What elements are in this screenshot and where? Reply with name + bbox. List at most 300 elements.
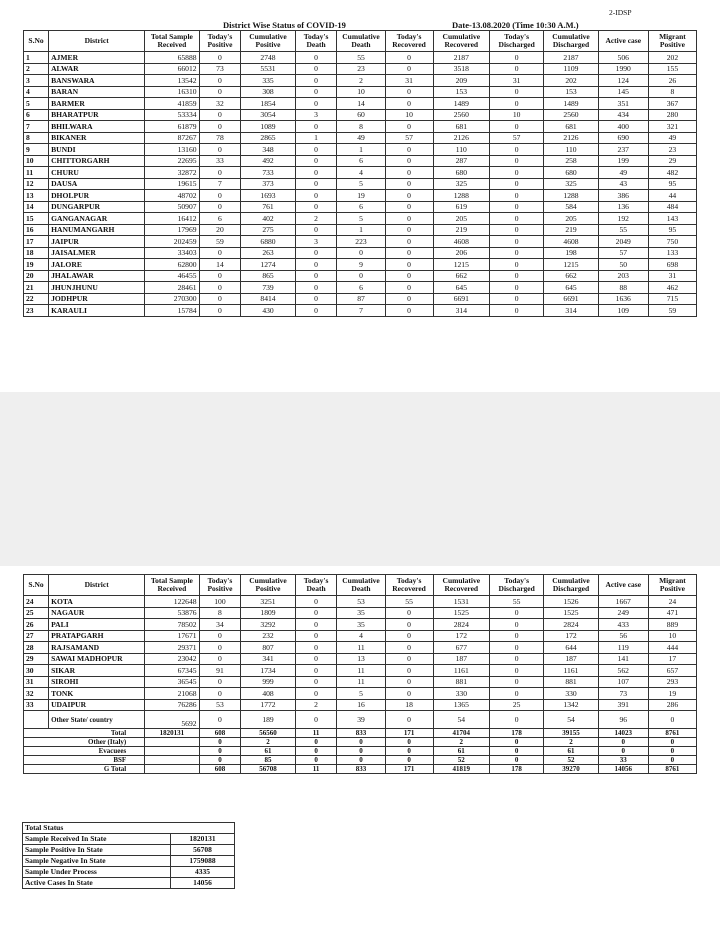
cell-today-death: 0: [295, 247, 337, 259]
cell-cumulative-discharged: 330: [544, 688, 598, 700]
cell-cumulative-recovered: 187: [433, 653, 489, 665]
cell-sno: 29: [24, 653, 49, 665]
cell-today-discharged: 0: [490, 155, 544, 167]
cell-cumulative-death: 60: [337, 109, 385, 121]
cell-today-positive: 0: [199, 282, 241, 294]
cell-cumulative-recovered: 52: [433, 756, 489, 765]
cell-district: JHUNJHUNU: [49, 282, 145, 294]
cell-active-case: 50: [598, 259, 648, 271]
district-row: [24, 596, 697, 608]
cell-today-discharged: 0: [490, 747, 544, 756]
cell-today-positive: 7: [199, 178, 241, 190]
cell-migrant-positive: 698: [648, 259, 696, 271]
cell-cumulative-death: 39: [337, 711, 385, 729]
cell-cumulative-discharged: 1489: [544, 98, 598, 110]
total-row-label: Other (Italy): [24, 738, 145, 747]
cell-cumulative-death: 23: [337, 63, 385, 75]
cell-migrant-positive: 0: [648, 756, 696, 765]
cell-district: BHILWARA: [49, 121, 145, 133]
cell-cumulative-positive: 2865: [241, 132, 295, 144]
cell-cumulative-recovered: 110: [433, 144, 489, 156]
cell-migrant-positive: 29: [648, 155, 696, 167]
cell-cumulative-recovered: 619: [433, 201, 489, 213]
cell-today-discharged: 0: [490, 293, 544, 305]
cell-migrant-positive: 462: [648, 282, 696, 294]
cell-today-discharged: 0: [490, 86, 544, 98]
cell-today-positive: 0: [199, 247, 241, 259]
cell-today-recovered: 0: [385, 259, 433, 271]
cell-district: SAWAI MADHOPUR: [49, 653, 145, 665]
cell-cumulative-positive: 1274: [241, 259, 295, 271]
cell-cumulative-death: 14: [337, 98, 385, 110]
cell-cumulative-recovered: 1365: [433, 699, 489, 711]
cell-cumulative-positive: 807: [241, 642, 295, 654]
cell-today-discharged: 55: [490, 596, 544, 608]
cell-district: CHURU: [49, 167, 145, 179]
cell-cumulative-positive: 1734: [241, 665, 295, 677]
district-row: [24, 642, 697, 654]
cell-active-case: 506: [598, 52, 648, 64]
cell-district: Other State/ country: [49, 711, 145, 729]
district-row: [24, 699, 697, 711]
cell-today-recovered: 0: [385, 270, 433, 282]
district-row: [24, 132, 697, 144]
cell-cumulative-recovered: 41704: [433, 729, 489, 738]
cell-cumulative-positive: 733: [241, 167, 295, 179]
cell-cumulative-recovered: 881: [433, 676, 489, 688]
cell-sno: 4: [24, 86, 49, 98]
cell-today-death: 11: [295, 729, 337, 738]
cell-cumulative-discharged: 1215: [544, 259, 598, 271]
cell-today-death: 0: [295, 293, 337, 305]
cell-sno: 10: [24, 155, 49, 167]
cell-today-death: 0: [295, 86, 337, 98]
cell-total-sample: 53334: [145, 109, 199, 121]
cell-cumulative-death: 55: [337, 52, 385, 64]
cell-total-sample: [145, 738, 199, 747]
cell-today-positive: 0: [199, 52, 241, 64]
cell-migrant-positive: 280: [648, 109, 696, 121]
cell-cumulative-discharged: 681: [544, 121, 598, 133]
cell-today-death: 0: [295, 63, 337, 75]
cell-cumulative-death: 9: [337, 259, 385, 271]
cell-cumulative-positive: 263: [241, 247, 295, 259]
cell-today-recovered: 0: [385, 676, 433, 688]
report-page-2: [0, 566, 720, 937]
cell-total-sample: 19615: [145, 178, 199, 190]
cell-cumulative-positive: 373: [241, 178, 295, 190]
other-state-row: [24, 711, 697, 729]
district-row: [24, 665, 697, 677]
cell-cumulative-death: 0: [337, 738, 385, 747]
cell-district: BUNDI: [49, 144, 145, 156]
cell-today-recovered: 0: [385, 642, 433, 654]
district-row: [24, 167, 697, 179]
cell-cumulative-discharged: 881: [544, 676, 598, 688]
cell-active-case: 386: [598, 190, 648, 202]
summary-label: Sample Received In State: [23, 834, 171, 845]
cell-cumulative-recovered: 1288: [433, 190, 489, 202]
cell-active-case: 145: [598, 86, 648, 98]
cell-cumulative-discharged: 205: [544, 213, 598, 225]
cell-cumulative-recovered: 1161: [433, 665, 489, 677]
cell-cumulative-death: 11: [337, 676, 385, 688]
cell-today-positive: 14: [199, 259, 241, 271]
cell-today-discharged: 0: [490, 201, 544, 213]
cell-cumulative-recovered: 1531: [433, 596, 489, 608]
cell-today-death: 0: [295, 75, 337, 87]
cell-cumulative-positive: 232: [241, 630, 295, 642]
cell-cumulative-death: 1: [337, 224, 385, 236]
cell-today-discharged: 0: [490, 144, 544, 156]
cell-active-case: 96: [598, 711, 648, 729]
cell-sno: [24, 711, 49, 729]
cell-today-discharged: 0: [490, 224, 544, 236]
cell-migrant-positive: 10: [648, 630, 696, 642]
cell-cumulative-positive: 2: [241, 738, 295, 747]
header-sno: S.No: [24, 31, 49, 52]
summary-value: 1759088: [171, 856, 235, 867]
cell-today-positive: 0: [199, 190, 241, 202]
summary-value: 14056: [171, 878, 235, 889]
cell-cumulative-discharged: 4608: [544, 236, 598, 248]
cell-today-discharged: 0: [490, 190, 544, 202]
cell-today-recovered: 0: [385, 665, 433, 677]
cell-today-recovered: 0: [385, 201, 433, 213]
summary-value: 1820131: [171, 834, 235, 845]
cell-total-sample: 50907: [145, 201, 199, 213]
district-row: [24, 630, 697, 642]
cell-cumulative-recovered: 61: [433, 747, 489, 756]
cell-active-case: 136: [598, 201, 648, 213]
cell-cumulative-positive: 3292: [241, 619, 295, 631]
cell-cumulative-discharged: 1288: [544, 190, 598, 202]
cell-district: NAGAUR: [49, 607, 145, 619]
cell-sno: 13: [24, 190, 49, 202]
cell-district: BANSWARA: [49, 75, 145, 87]
cell-cumulative-positive: 3054: [241, 109, 295, 121]
cell-cumulative-death: 0: [337, 747, 385, 756]
cell-cumulative-death: 53: [337, 596, 385, 608]
cell-district: KARAULI: [49, 305, 145, 317]
cell-cumulative-recovered: 209: [433, 75, 489, 87]
cell-cumulative-recovered: 3518: [433, 63, 489, 75]
cell-today-discharged: 0: [490, 98, 544, 110]
cell-district: SIROHI: [49, 676, 145, 688]
cell-today-recovered: 18: [385, 699, 433, 711]
cell-cumulative-recovered: 2126: [433, 132, 489, 144]
cell-today-recovered: 0: [385, 213, 433, 225]
cell-today-discharged: 0: [490, 642, 544, 654]
cell-today-recovered: 0: [385, 711, 433, 729]
cell-today-discharged: 0: [490, 236, 544, 248]
cell-today-recovered: 57: [385, 132, 433, 144]
cell-total-sample: 53876: [145, 607, 199, 619]
cell-total-sample: 13160: [145, 144, 199, 156]
header-cumulative-positive: Cumulative Positive: [241, 575, 295, 596]
cell-today-discharged: 0: [490, 756, 544, 765]
cell-cumulative-positive: 275: [241, 224, 295, 236]
cell-today-recovered: 0: [385, 738, 433, 747]
cell-today-discharged: 0: [490, 676, 544, 688]
cell-migrant-positive: 657: [648, 665, 696, 677]
header-cumulative-positive: Cumulative Positive: [241, 31, 295, 52]
cell-cumulative-death: 19: [337, 190, 385, 202]
cell-total-sample: 15784: [145, 305, 199, 317]
cell-total-sample: 76286: [145, 699, 199, 711]
cell-cumulative-discharged: 1525: [544, 607, 598, 619]
cell-today-death: 2: [295, 213, 337, 225]
cell-today-positive: 53: [199, 699, 241, 711]
district-row: [24, 293, 697, 305]
cell-total-sample: 1820131: [145, 729, 199, 738]
cell-today-positive: 0: [199, 121, 241, 133]
cell-sno: 6: [24, 109, 49, 121]
cell-migrant-positive: 367: [648, 98, 696, 110]
cell-district: KOTA: [49, 596, 145, 608]
cell-today-recovered: 0: [385, 653, 433, 665]
cell-cumulative-discharged: 2126: [544, 132, 598, 144]
district-row: [24, 236, 697, 248]
cell-cumulative-positive: 5531: [241, 63, 295, 75]
cell-migrant-positive: 8: [648, 86, 696, 98]
cell-today-recovered: 0: [385, 121, 433, 133]
header-today-discharged: Today's Discharged: [490, 31, 544, 52]
cell-cumulative-discharged: 1109: [544, 63, 598, 75]
cell-cumulative-recovered: 2824: [433, 619, 489, 631]
cell-today-positive: 0: [199, 711, 241, 729]
cell-cumulative-recovered: 205: [433, 213, 489, 225]
cell-today-positive: 78: [199, 132, 241, 144]
cell-today-recovered: 0: [385, 190, 433, 202]
report-date: Date-13.08.2020 (Time 10:30 A.M.): [452, 20, 579, 30]
cell-cumulative-recovered: 645: [433, 282, 489, 294]
district-row: [24, 282, 697, 294]
header-today-recovered: Today's Recovered: [385, 31, 433, 52]
header-cumulative-recovered: Cumulative Recovered: [433, 31, 489, 52]
cell-total-sample: 32872: [145, 167, 199, 179]
total-row-label: G Total: [24, 765, 145, 774]
cell-today-recovered: 10: [385, 109, 433, 121]
cell-total-sample: 41859: [145, 98, 199, 110]
cell-cumulative-positive: 492: [241, 155, 295, 167]
cell-today-positive: 0: [199, 270, 241, 282]
cell-total-sample: 16412: [145, 213, 199, 225]
cell-cumulative-recovered: 1525: [433, 607, 489, 619]
cell-today-discharged: 0: [490, 711, 544, 729]
cell-district: TONK: [49, 688, 145, 700]
cell-today-positive: 0: [199, 688, 241, 700]
cell-cumulative-death: 6: [337, 155, 385, 167]
cell-today-positive: 0: [199, 630, 241, 642]
cell-migrant-positive: 286: [648, 699, 696, 711]
cell-today-recovered: 0: [385, 144, 433, 156]
cell-today-recovered: 171: [385, 729, 433, 738]
cell-today-discharged: 0: [490, 688, 544, 700]
report-tag: 2-IDSP: [609, 8, 632, 17]
cell-today-recovered: 0: [385, 305, 433, 317]
total-row: [24, 729, 697, 738]
district-row: [24, 63, 697, 75]
cell-cumulative-death: 6: [337, 282, 385, 294]
cell-sno: 2: [24, 63, 49, 75]
cell-today-death: 0: [295, 167, 337, 179]
cell-cumulative-positive: 3251: [241, 596, 295, 608]
district-row: [24, 75, 697, 87]
header-total-sample: Total Sample Received: [145, 31, 199, 52]
cell-migrant-positive: 0: [648, 747, 696, 756]
cell-cumulative-discharged: 202: [544, 75, 598, 87]
cell-cumulative-positive: 430: [241, 305, 295, 317]
cell-cumulative-recovered: 219: [433, 224, 489, 236]
cell-cumulative-discharged: 314: [544, 305, 598, 317]
cell-migrant-positive: 24: [648, 596, 696, 608]
district-row: [24, 305, 697, 317]
cell-today-recovered: 0: [385, 155, 433, 167]
cell-migrant-positive: 155: [648, 63, 696, 75]
cell-today-death: 3: [295, 236, 337, 248]
cell-cumulative-positive: 1693: [241, 190, 295, 202]
cell-today-death: 0: [295, 747, 337, 756]
page-gap: [0, 392, 720, 566]
cell-today-positive: 0: [199, 75, 241, 87]
cell-today-discharged: 25: [490, 699, 544, 711]
summary-label: Sample Negative In State: [23, 856, 171, 867]
district-row: [24, 247, 697, 259]
cell-cumulative-recovered: 677: [433, 642, 489, 654]
cell-sno: 9: [24, 144, 49, 156]
cell-active-case: 73: [598, 688, 648, 700]
cell-today-death: 0: [295, 282, 337, 294]
cell-cumulative-discharged: 52: [544, 756, 598, 765]
cell-today-death: 0: [295, 619, 337, 631]
district-row: [24, 98, 697, 110]
cell-migrant-positive: 133: [648, 247, 696, 259]
cell-active-case: 55: [598, 224, 648, 236]
cell-total-sample: 67345: [145, 665, 199, 677]
cell-sno: 22: [24, 293, 49, 305]
cell-migrant-positive: 31: [648, 270, 696, 282]
cell-district: BHARATPUR: [49, 109, 145, 121]
cell-district: DHOLPUR: [49, 190, 145, 202]
cell-cumulative-recovered: 1215: [433, 259, 489, 271]
cell-district: RAJSAMAND: [49, 642, 145, 654]
cell-today-death: 0: [295, 259, 337, 271]
cell-cumulative-recovered: 206: [433, 247, 489, 259]
cell-migrant-positive: 293: [648, 676, 696, 688]
cell-cumulative-discharged: 2560: [544, 109, 598, 121]
cell-cumulative-positive: 739: [241, 282, 295, 294]
cell-today-positive: 100: [199, 596, 241, 608]
district-row: [24, 86, 697, 98]
cell-active-case: 141: [598, 653, 648, 665]
cell-cumulative-discharged: 1526: [544, 596, 598, 608]
cell-migrant-positive: 44: [648, 190, 696, 202]
cell-today-positive: 8: [199, 607, 241, 619]
cell-district: JALORE: [49, 259, 145, 271]
cell-today-recovered: 171: [385, 765, 433, 774]
cell-migrant-positive: 143: [648, 213, 696, 225]
cell-cumulative-death: 2: [337, 75, 385, 87]
cell-migrant-positive: 8761: [648, 765, 696, 774]
cell-today-recovered: 0: [385, 224, 433, 236]
cell-cumulative-death: 7: [337, 305, 385, 317]
cell-cumulative-positive: 85: [241, 756, 295, 765]
cell-today-positive: 0: [199, 144, 241, 156]
cell-active-case: 249: [598, 607, 648, 619]
cell-active-case: 400: [598, 121, 648, 133]
cell-migrant-positive: 482: [648, 167, 696, 179]
cell-district: BIKANER: [49, 132, 145, 144]
cell-today-death: 0: [295, 98, 337, 110]
cell-today-discharged: 0: [490, 630, 544, 642]
cell-cumulative-positive: 341: [241, 653, 295, 665]
cell-today-recovered: 55: [385, 596, 433, 608]
cell-today-positive: 0: [199, 653, 241, 665]
cell-today-discharged: 0: [490, 270, 544, 282]
cell-today-recovered: 0: [385, 98, 433, 110]
district-row: [24, 653, 697, 665]
header-today-discharged: Today's Discharged: [490, 575, 544, 596]
cell-cumulative-discharged: 2824: [544, 619, 598, 631]
cell-sno: 15: [24, 213, 49, 225]
cell-district: SIKAR: [49, 665, 145, 677]
district-row: [24, 688, 697, 700]
cell-today-discharged: 0: [490, 167, 544, 179]
cell-cumulative-death: 11: [337, 665, 385, 677]
cell-cumulative-positive: 8414: [241, 293, 295, 305]
header-cumulative-recovered: Cumulative Recovered: [433, 575, 489, 596]
total-row: [24, 738, 697, 747]
cell-total-sample: 62800: [145, 259, 199, 271]
total-status-title: Total Status: [23, 823, 235, 834]
cell-total-sample: 87267: [145, 132, 199, 144]
district-row: [24, 676, 697, 688]
cell-cumulative-positive: 999: [241, 676, 295, 688]
cell-today-death: 11: [295, 765, 337, 774]
cell-today-recovered: 0: [385, 167, 433, 179]
table-header-row: [24, 31, 697, 52]
cell-cumulative-positive: 348: [241, 144, 295, 156]
total-status-table: [22, 822, 235, 889]
cell-migrant-positive: 202: [648, 52, 696, 64]
cell-total-sample: 46455: [145, 270, 199, 282]
cell-today-discharged: 31: [490, 75, 544, 87]
cell-total-sample: 36545: [145, 676, 199, 688]
cell-today-positive: 0: [199, 305, 241, 317]
cell-cumulative-discharged: 258: [544, 155, 598, 167]
cell-total-sample: [145, 765, 199, 774]
cell-cumulative-discharged: 54: [544, 711, 598, 729]
cell-active-case: 2049: [598, 236, 648, 248]
cell-today-death: 0: [295, 178, 337, 190]
cell-today-death: 0: [295, 653, 337, 665]
table-header-row: [24, 575, 697, 596]
cell-cumulative-recovered: 2: [433, 738, 489, 747]
cell-cumulative-death: 5: [337, 213, 385, 225]
cell-cumulative-recovered: 330: [433, 688, 489, 700]
cell-total-sample: 48702: [145, 190, 199, 202]
cell-district: PRATAPGARH: [49, 630, 145, 642]
header-today-recovered: Today's Recovered: [385, 575, 433, 596]
cell-today-discharged: 178: [490, 765, 544, 774]
report-page-1: [0, 0, 720, 392]
cell-cumulative-death: 35: [337, 607, 385, 619]
cell-total-sample: 21068: [145, 688, 199, 700]
summary-value: 4335: [171, 867, 235, 878]
cell-today-death: 0: [295, 52, 337, 64]
cell-today-positive: 0: [199, 738, 241, 747]
